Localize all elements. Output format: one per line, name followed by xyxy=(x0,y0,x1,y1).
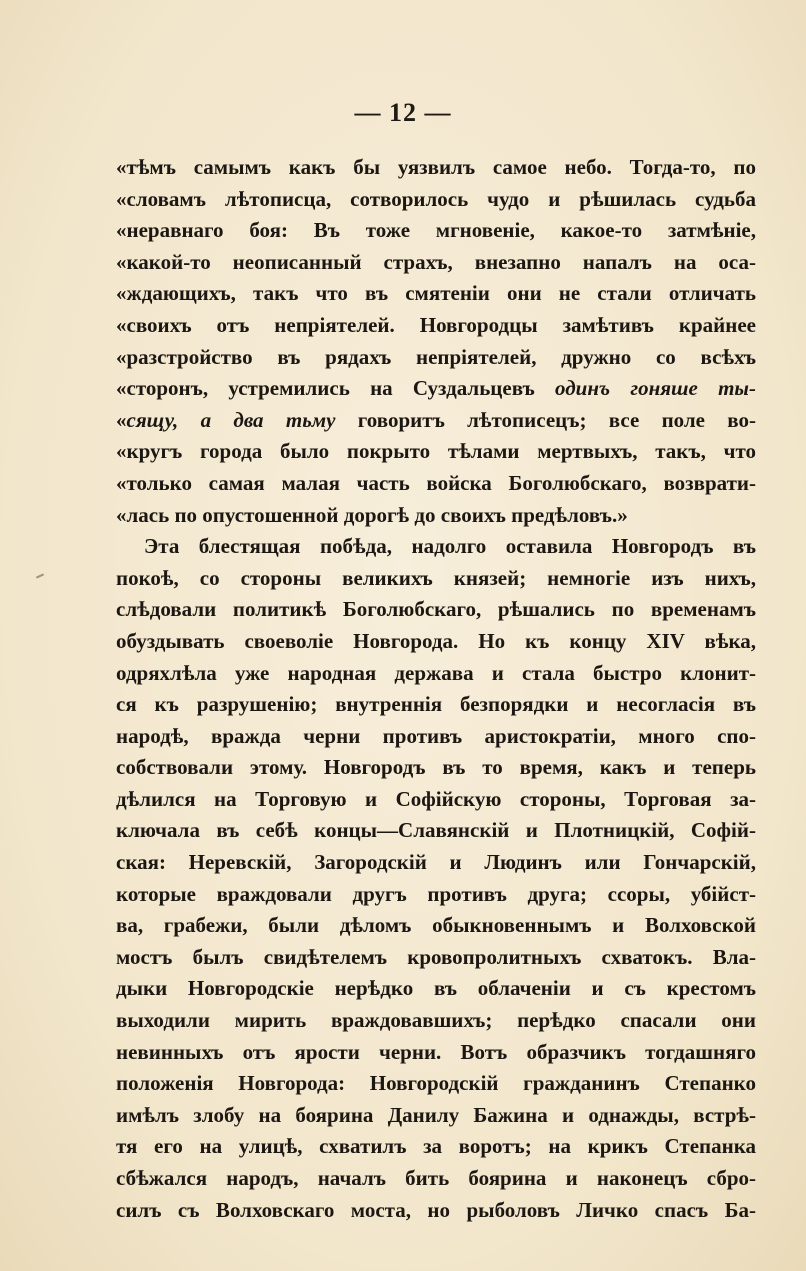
text-line: «лась по опустошенной дорогѣ до своихъ предѣловъ.» xyxy=(116,502,628,527)
text-line: собствовали этому. Новгородъ въ то время, какъ и теперь xyxy=(116,755,756,780)
text-line: ская: Неревскій, Загородскій и Людинъ или Гончарскій, xyxy=(116,850,756,875)
text-line: которые враждовали другъ противъ друга; ссоры, убійст- xyxy=(116,881,756,906)
text-line: обуздывать своеволіе Новгорода. Но къ концу XIV вѣка, xyxy=(116,628,756,653)
text-line xyxy=(116,373,756,405)
text-line xyxy=(116,405,756,437)
text-line: «кругъ города было покрыто тѣлами мертвыхъ, такъ, что xyxy=(116,439,756,464)
text-line: выходили мирить враждовавшихъ; перѣдко спасали они xyxy=(116,1008,756,1033)
page-number: — 12 — xyxy=(354,98,452,127)
body-text xyxy=(116,152,756,1226)
text-line: дѣлился на Торговую и Софійскую стороны, Торговая за- xyxy=(116,786,756,811)
text-line: ва, грабежи, были дѣломъ обыкновеннымъ и Волховской xyxy=(116,913,756,938)
text-line: имѣлъ злобу на боярина Данилу Бажина и однажды, встрѣ- xyxy=(116,1102,756,1127)
text-line: «своихъ отъ непріятелей. Новгородцы замѣтивъ крайнее xyxy=(116,312,756,337)
text-line: покоѣ, со стороны великихъ князей; немногіе изъ нихъ, xyxy=(116,565,756,590)
text-line: ся къ разрушенію; внутреннія безпорядки и несогласія въ xyxy=(116,692,756,717)
text-line: «какой-то неописанный страхъ, внезапно напалъ на оса- xyxy=(116,249,756,274)
text-line: невинныхъ отъ ярости черни. Вотъ образчикъ тогдашняго xyxy=(116,1039,756,1064)
text-line: «неравнаго боя: Въ тоже мгновеніе, какое-то затмѣніе, xyxy=(116,218,756,243)
text-segment: « xyxy=(116,407,127,432)
text-line: народѣ, вражда черни противъ аристократіи, много спо- xyxy=(116,723,756,748)
text-line: «только самая малая часть войска Боголюбскаго, возврати- xyxy=(116,470,756,495)
text-line: Эта блестящая побѣда, надолго оставила Новгородъ въ xyxy=(144,534,756,559)
text-segment: «сторонъ, устремились на Суздальцевъ xyxy=(116,376,556,401)
text-line: сбѣжался народъ, началъ бить боярина и наконецъ сбро- xyxy=(116,1166,756,1190)
italic-quote: одинъ гоняше ты- xyxy=(555,376,756,401)
text-line: слѣдовали политикѣ Боголюбскаго, рѣшались по временамъ xyxy=(116,597,756,622)
italic-quote: сящу, а два тьму xyxy=(126,407,336,432)
text-line: «тѣмъ самымъ какъ бы уязвилъ самое небо. Тогда-то, по xyxy=(116,155,756,179)
text-line: «словамъ лѣтописца, сотворилось чудо и рѣшилась судьба xyxy=(116,186,756,211)
text-line: силъ съ Волховскаго моста, но рыболовъ Личко спасъ Ба- xyxy=(116,1197,756,1222)
paper-mark xyxy=(36,573,44,578)
text-segment: говоритъ лѣтописецъ; все поле во- xyxy=(335,407,756,432)
text-line: «разстройство въ рядахъ непріятелей, дружно со всѣхъ xyxy=(116,344,756,369)
text-line: дыки Новгородскіе нерѣдко въ облаченіи и съ крестомъ xyxy=(116,976,756,1001)
text-line: тя его на улицѣ, схватилъ за воротъ; на крикъ Степанка xyxy=(116,1134,756,1159)
text-line: положенія Новгорода: Новгородскій гражданинъ Степанко xyxy=(116,1071,756,1096)
text-line: мостъ былъ свидѣтелемъ кровопролитныхъ схватокъ. Вла- xyxy=(116,944,756,969)
text-line: «ждающихъ, такъ что въ смятеніи они не стали отличать xyxy=(116,281,756,306)
text-line: одряхлѣла уже народная держава и стала быстро клонит- xyxy=(116,660,756,685)
text-line: ключала въ себѣ концы—Славянскій и Плотницкій, Софій- xyxy=(116,818,756,843)
